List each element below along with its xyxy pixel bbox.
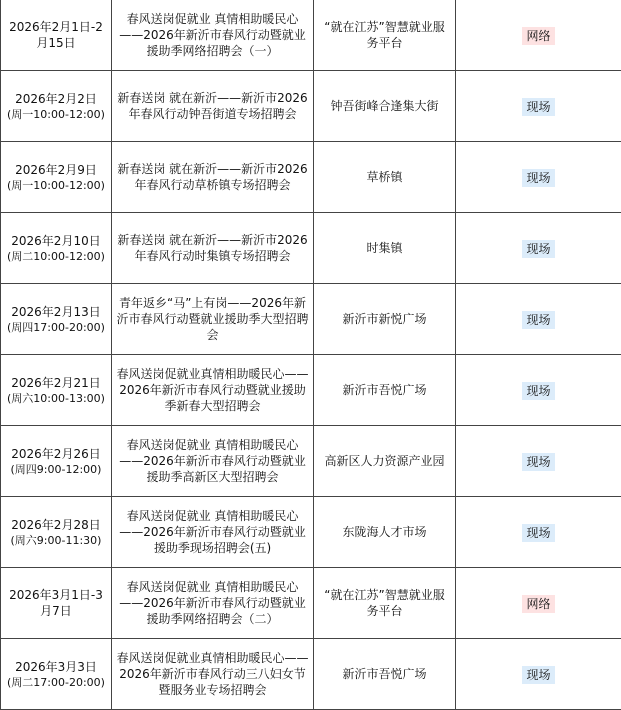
- event-date: 2026年2月21日: [4, 375, 108, 391]
- table-body: [1, 0, 621, 710]
- event-date: 2026年2月10日: [4, 233, 108, 249]
- venue-cell: [314, 426, 456, 497]
- format-cell: [456, 213, 621, 284]
- event-time: (周二10:00-12:00): [4, 249, 108, 264]
- event-title-cell: [112, 426, 314, 497]
- event-time: (周四9:00-12:00): [4, 462, 108, 477]
- event-title: 春风送岗促就业真情相助暖民心——2026年新沂市春风行动暨就业援助季新春大型招聘会: [116, 367, 308, 413]
- event-time: (周二17:00-20:00): [4, 675, 108, 690]
- event-venue: 东陇海人才市场: [342, 525, 426, 539]
- event-title: 春风送岗促就业 真情相助暖民心——2026年新沂市春风行动暨就业援助季网络招聘会（二）: [119, 580, 306, 626]
- event-date: 2026年2月26日: [4, 446, 108, 462]
- event-date: 2026年3月3日: [4, 659, 108, 675]
- event-venue: 钟吾街峰合逢集大街: [330, 99, 438, 113]
- event-date: 2026年3月1日-3月7日: [4, 587, 108, 619]
- event-time: (周一10:00-12:00): [4, 107, 108, 122]
- event-title: 春风送岗促就业 真情相助暖民心——2026年新沂市春风行动暨就业援助季现场招聘会(五): [119, 509, 306, 555]
- table-row: [1, 213, 621, 284]
- format-cell: [456, 0, 621, 71]
- event-title-cell: [112, 284, 314, 355]
- table-row: [1, 0, 621, 71]
- format-badge: 网络: [522, 27, 554, 45]
- event-time: (周六10:00-13:00): [4, 391, 108, 406]
- event-venue: “就在江苏”智慧就业服务平台: [324, 588, 444, 618]
- format-badge: 现场: [522, 666, 554, 684]
- table-row: [1, 426, 621, 497]
- event-venue: 新沂市吾悦广场: [342, 383, 426, 397]
- date-cell: [1, 213, 112, 284]
- event-date: 2026年2月13日: [4, 304, 108, 320]
- format-badge: 现场: [522, 524, 554, 542]
- event-date: 2026年2月1日-2月15日: [4, 19, 108, 51]
- date-cell: [1, 355, 112, 426]
- date-cell: [1, 0, 112, 71]
- venue-cell: [314, 639, 456, 710]
- venue-cell: [314, 497, 456, 568]
- format-cell: [456, 497, 621, 568]
- event-venue: 高新区人力资源产业园: [324, 454, 444, 468]
- table-row: [1, 142, 621, 213]
- date-cell: [1, 497, 112, 568]
- event-title-cell: [112, 0, 314, 71]
- event-title: 新春送岗 就在新沂——新沂市2026年春风行动钟吾街道专场招聘会: [117, 91, 307, 121]
- table-row: [1, 284, 621, 355]
- format-cell: [456, 639, 621, 710]
- event-time: (周四17:00-20:00): [4, 320, 108, 335]
- venue-cell: [314, 142, 456, 213]
- event-date: 2026年2月28日: [4, 517, 108, 533]
- venue-cell: [314, 568, 456, 639]
- format-badge: 网络: [522, 595, 554, 613]
- table-row: [1, 71, 621, 142]
- venue-cell: [314, 355, 456, 426]
- format-badge: 现场: [522, 453, 554, 471]
- event-time: (周六9:00-11:30): [4, 533, 108, 548]
- event-title: 春风送岗促就业真情相助暖民心——2026年新沂市春风行动三八妇女节暨服务业专场招聘会: [116, 651, 308, 697]
- event-title: 新春送岗 就在新沂——新沂市2026年春风行动草桥镇专场招聘会: [117, 162, 307, 192]
- event-title: 青年返乡“马”上有岗——2026年新沂市春风行动暨就业援助季大型招聘会: [116, 296, 308, 342]
- event-date: 2026年2月2日: [4, 91, 108, 107]
- table-row: [1, 497, 621, 568]
- date-cell: [1, 142, 112, 213]
- event-title-cell: [112, 142, 314, 213]
- event-venue: 草桥镇: [366, 170, 402, 184]
- table-row: [1, 639, 621, 710]
- event-title-cell: [112, 568, 314, 639]
- event-title-cell: [112, 497, 314, 568]
- format-badge: 现场: [522, 240, 554, 258]
- date-cell: [1, 639, 112, 710]
- format-cell: [456, 426, 621, 497]
- event-title-cell: [112, 639, 314, 710]
- format-badge: 现场: [522, 382, 554, 400]
- venue-cell: [314, 0, 456, 71]
- format-cell: [456, 568, 621, 639]
- event-title: 新春送岗 就在新沂——新沂市2026年春风行动时集镇专场招聘会: [117, 233, 307, 263]
- event-title-cell: [112, 71, 314, 142]
- table-row: [1, 355, 621, 426]
- format-cell: [456, 71, 621, 142]
- venue-cell: [314, 213, 456, 284]
- event-venue: 新沂市吾悦广场: [342, 667, 426, 681]
- date-cell: [1, 568, 112, 639]
- event-title: 春风送岗促就业 真情相助暖民心——2026年新沂市春风行动暨就业援助季网络招聘会（一）: [119, 12, 306, 58]
- event-venue: “就在江苏”智慧就业服务平台: [324, 20, 444, 50]
- date-cell: [1, 284, 112, 355]
- event-title-cell: [112, 355, 314, 426]
- format-badge: 现场: [522, 169, 554, 187]
- venue-cell: [314, 284, 456, 355]
- venue-cell: [314, 71, 456, 142]
- event-title-cell: [112, 213, 314, 284]
- event-venue: 时集镇: [366, 241, 402, 255]
- event-date: 2026年2月9日: [4, 162, 108, 178]
- event-time: (周一10:00-12:00): [4, 178, 108, 193]
- format-cell: [456, 355, 621, 426]
- event-venue: 新沂市新悦广场: [342, 312, 426, 326]
- date-cell: [1, 426, 112, 497]
- format-badge: 现场: [522, 311, 554, 329]
- format-cell: [456, 284, 621, 355]
- event-title: 春风送岗促就业 真情相助暖民心——2026年新沂市春风行动暨就业援助季高新区大型招聘会: [119, 438, 306, 484]
- format-cell: [456, 142, 621, 213]
- date-cell: [1, 71, 112, 142]
- format-badge: 现场: [522, 98, 554, 116]
- table-row: [1, 568, 621, 639]
